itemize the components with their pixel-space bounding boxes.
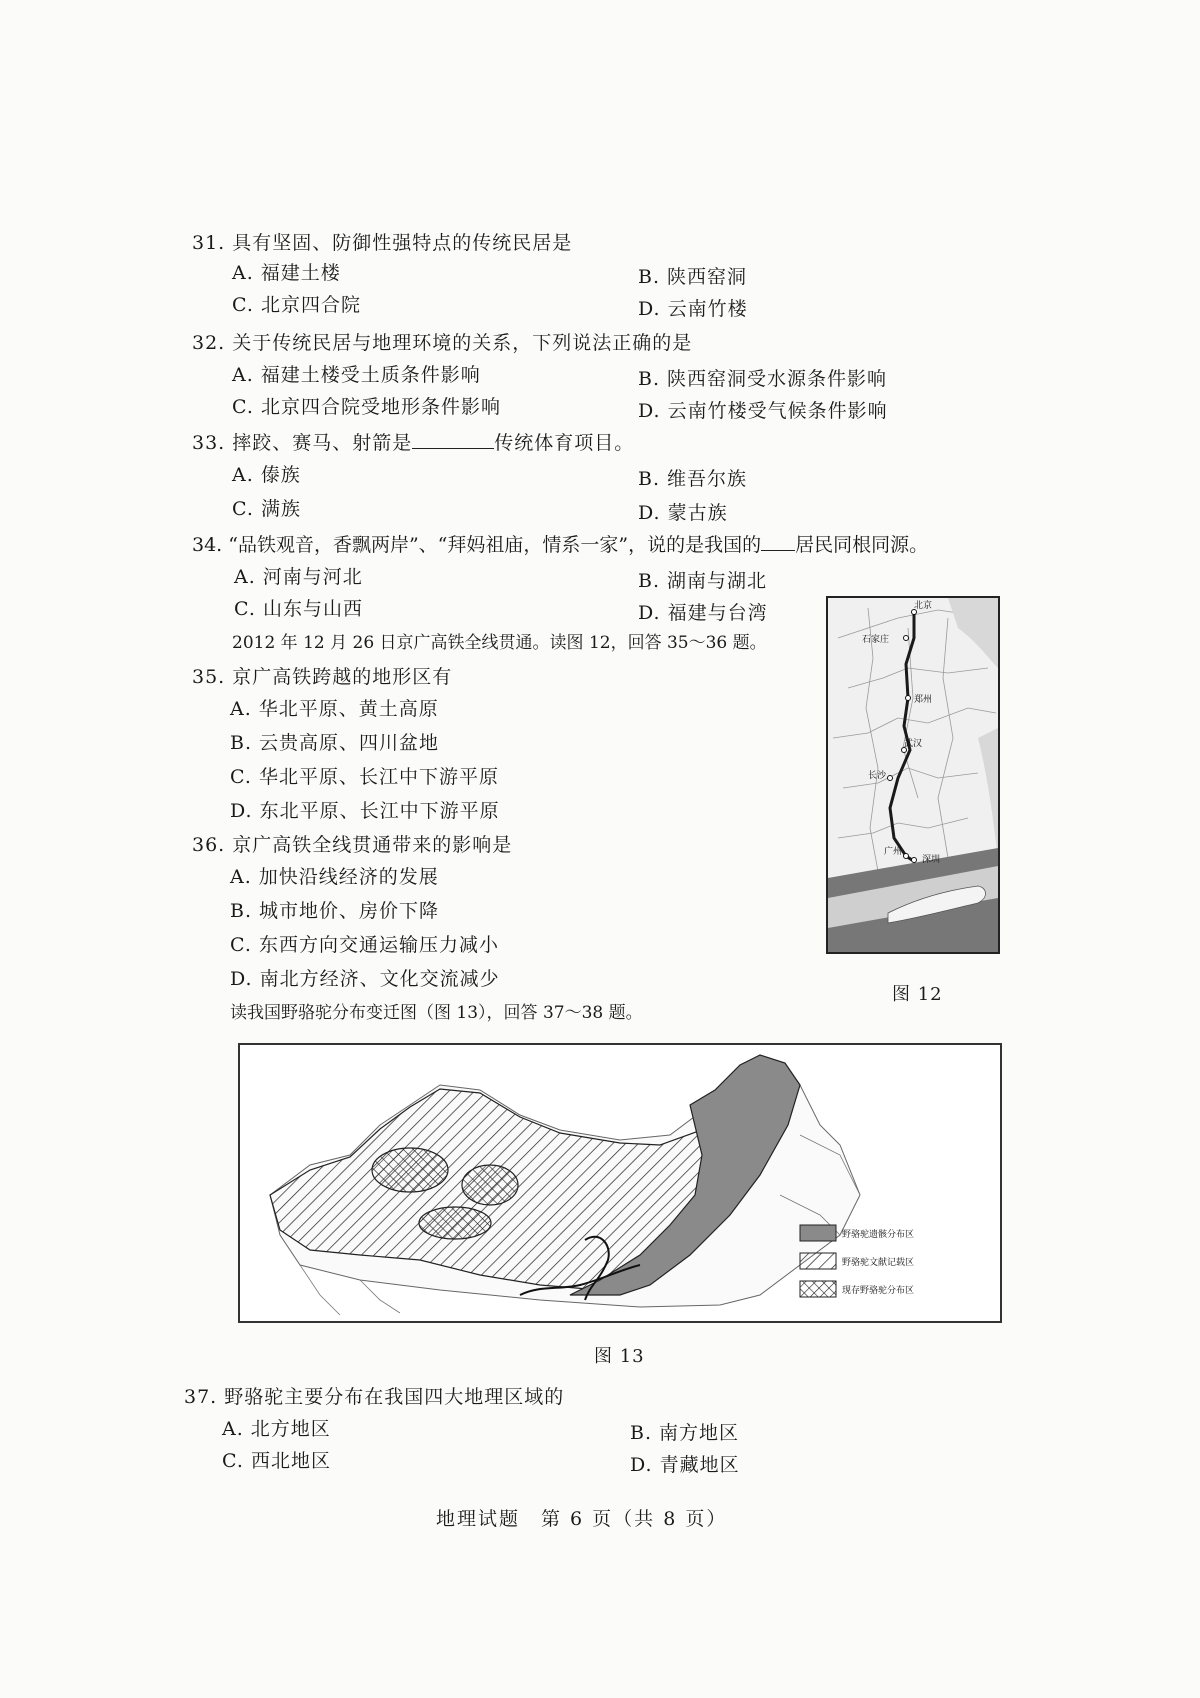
figure-13-map [238, 1043, 1002, 1323]
question-36-option-b: B. 城市地价、房价下降 [230, 900, 440, 922]
figure-13-legend [800, 1225, 914, 1297]
legend-label-existing: 现存野骆驼分布区 [842, 1286, 915, 1296]
question-34-option-c: C. 山东与山西 [234, 598, 363, 620]
legend-swatch-remains [800, 1225, 836, 1241]
question-37-option-b: B. 南方地区 [630, 1422, 740, 1444]
camel-distribution-map-graphic [240, 1045, 1000, 1321]
figure-12-caption: 图 12 [892, 984, 943, 1005]
question-35-stem: 35. 京广高铁跨越的地形区有 [192, 666, 453, 688]
question-32-option-b: B. 陕西窑洞受水源条件影响 [638, 368, 888, 390]
legend-label-literature: 野骆驼文献记载区 [842, 1258, 915, 1268]
figure-13-caption: 图 13 [594, 1346, 645, 1367]
question-32-option-a: A. 福建土楼受土质条件影响 [232, 364, 481, 386]
city-label-beijing: 北京 [914, 601, 933, 611]
question-33-option-a: A. 傣族 [232, 464, 301, 486]
question-33-stem [192, 428, 634, 455]
city-label-shenzhen: 深圳 [922, 855, 941, 865]
question-31-option-a: A. 福建土楼 [232, 262, 341, 284]
legend-label-remains: 野骆驼遗骸分布区 [842, 1230, 915, 1240]
question-34-stem-before: 34. “品铁观音，香飘两岸”、“拜妈祖庙，情系一家”，说的是我国的 [192, 534, 762, 556]
question-33-stem-before: 33. 摔跤、赛马、射箭是 [192, 432, 413, 454]
answer-blank [412, 446, 494, 449]
question-31-option-d: D. 云南竹楼 [638, 298, 748, 320]
city-label-changsha: 长沙 [868, 771, 887, 781]
city-label-shijiazhuang: 石家庄 [862, 635, 890, 645]
question-32-option-c: C. 北京四合院受地形条件影响 [232, 396, 501, 418]
question-35-option-a: A. 华北平原、黄土高原 [230, 698, 439, 720]
question-36-stem: 36. 京广高铁全线贯通带来的影响是 [192, 834, 513, 856]
answer-blank [761, 548, 795, 551]
legend-swatch-literature [800, 1253, 836, 1269]
question-31-option-c: C. 北京四合院 [232, 294, 361, 316]
question-34-option-d: D. 福建与台湾 [638, 602, 768, 624]
question-35-option-b: B. 云贵高原、四川盆地 [230, 732, 440, 754]
question-31-option-b: B. 陕西窑洞 [638, 266, 748, 288]
city-label-wuhan: 武汉 [904, 739, 923, 749]
question-36-option-a: A. 加快沿线经济的发展 [230, 866, 439, 888]
question-33-stem-after: 传统体育项目。 [494, 432, 635, 454]
question-37-option-c: C. 西北地区 [222, 1450, 331, 1472]
question-33-option-d: D. 蒙古族 [638, 502, 728, 524]
question-32-stem: 32. 关于传统民居与地理环境的关系，下列说法正确的是 [192, 332, 693, 354]
city-label-zhengzhou: 郑州 [914, 695, 933, 705]
question-31-stem: 31. 具有坚固、防御性强特点的传统民居是 [192, 232, 573, 254]
city-label-guangzhou: 广州 [884, 847, 903, 857]
figure-12-map [826, 596, 1000, 954]
question-35-option-d: D. 东北平原、长江中下游平原 [230, 800, 500, 822]
question-34-option-b: B. 湖南与湖北 [638, 570, 768, 592]
question-32-option-d: D. 云南竹楼受气候条件影响 [638, 400, 888, 422]
question-36-option-d: D. 南北方经济、文化交流减少 [230, 968, 500, 990]
question-33-option-c: C. 满族 [232, 498, 301, 520]
question-33-option-b: B. 维吾尔族 [638, 468, 748, 490]
question-34-stem [192, 530, 928, 557]
question-36-option-c: C. 东西方向交通运输压力减小 [230, 934, 499, 956]
intro-37-38: 读我国野骆驼分布变迁图（图 13），回答 37～38 题。 [230, 1003, 643, 1023]
question-35-option-c: C. 华北平原、长江中下游平原 [230, 766, 499, 788]
legend-swatch-existing [800, 1281, 836, 1297]
intro-35-36: 2012 年 12 月 26 日京广高铁全线贯通。读图 12，回答 35～36 题。 [232, 633, 767, 653]
question-37-stem: 37. 野骆驼主要分布在我国四大地理区域的 [184, 1386, 565, 1408]
question-34-stem-after: 居民同根同源。 [795, 534, 929, 556]
page-footer: 地理试题 第 6 页（共 8 页） [436, 1508, 728, 1530]
question-34-option-a: A. 河南与河北 [234, 566, 363, 588]
question-37-option-d: D. 青藏地区 [630, 1454, 740, 1476]
railway-map-graphic [828, 598, 998, 952]
question-37-option-a: A. 北方地区 [222, 1418, 331, 1440]
